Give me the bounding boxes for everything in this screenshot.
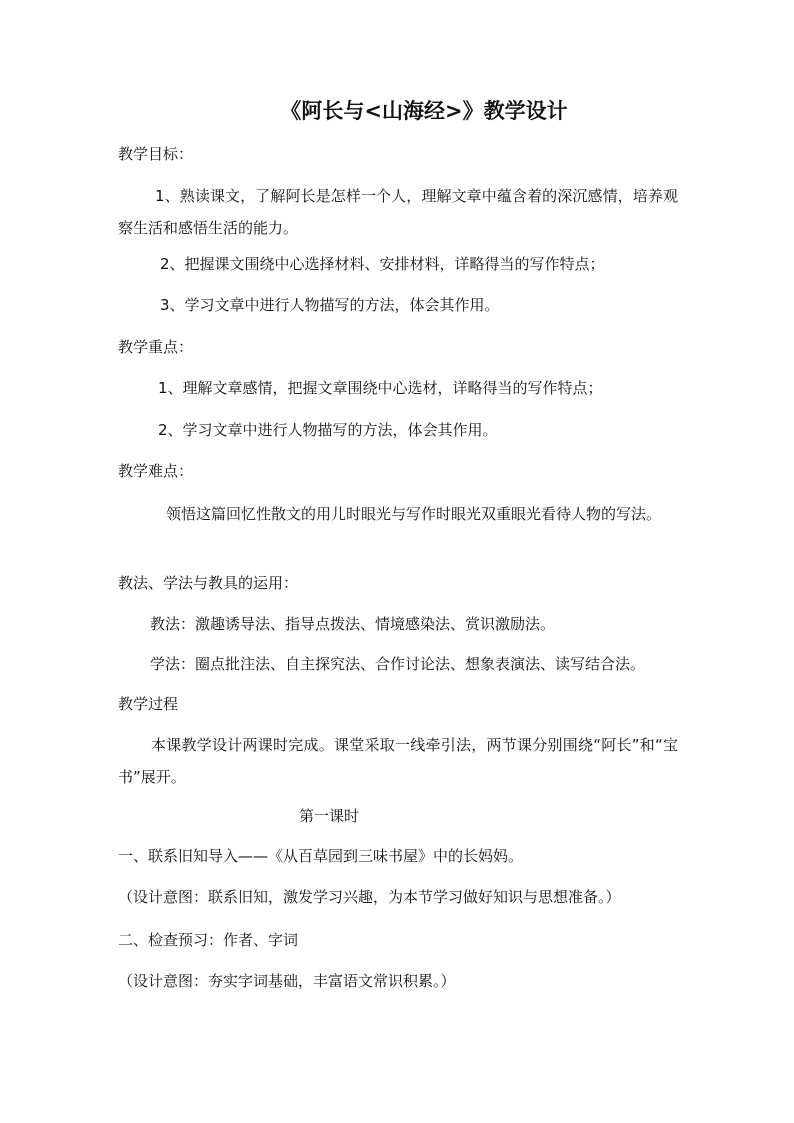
goals-heading: 教学目标： [118,145,194,163]
step-1-note: （设计意图：联系旧知，激发学习兴趣，为本节学习做好知识与思想准备。） [118,888,621,906]
step-2-note: （设计意图：夯实字词基础，丰富语文常识积累。） [118,972,456,990]
key-point-1: 1、理解文章感情，把握文章围绕中心选材，详略得当的写作特点； [158,379,603,397]
process-heading: 教学过程 [118,695,179,713]
methods-heading: 教法、学法与教具的运用： [118,574,299,592]
goal-2: 2、把握课文围绕中心选择材料、安排材料，详略得当的写作特点； [160,255,605,273]
key-point-2: 2、学习文章中进行人物描写的方法，体会其作用。 [158,421,498,439]
difficulty-1: 领悟这篇回忆性散文的用儿时眼光与写作时眼光双重眼光看待人物的写法。 [166,505,662,523]
process-intro: 本课教学设计两课时完成。课堂采取一线牵引法，两节课分别围绕“阿长”和“宝书”展开。 [118,736,678,786]
teaching-method: 教法：激趣诱导法、指导点拨法、情境感染法、赏识激励法。 [150,615,556,633]
learning-method: 学法：圈点批注法、自主探究法、合作讨论法、想象表演法、读写结合法。 [150,655,646,673]
document-title: 《阿长与<山海经>》教学设计 [280,99,568,123]
step-1: 一、联系旧知导入——《从百草园到三味书屋》中的长妈妈。 [118,847,524,865]
difficulties-heading: 教学难点： [118,462,194,480]
lesson-1-heading: 第一课时 [299,807,360,825]
goal-1: 1、熟读课文，了解阿长是怎样一个人，理解文章中蕴含着的深沉感情，培养观察生活和感悟生活的能力。 [118,187,678,237]
step-2: 二、检查预习：作者、字词 [118,931,299,949]
goal-3: 3、学习文章中进行人物描写的方法，体会其作用。 [160,296,500,314]
key-points-heading: 教学重点： [118,338,194,356]
